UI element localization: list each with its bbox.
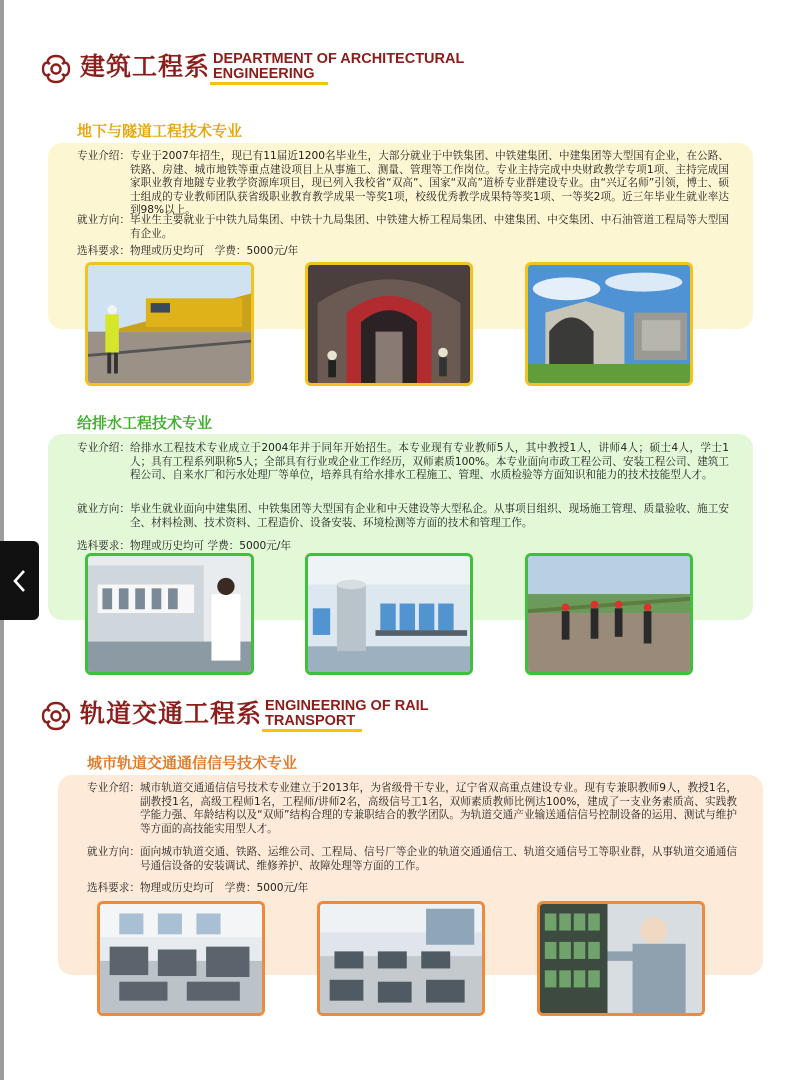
intro-text: 专业于2007年招生，现已有11届近1200名毕业生，大部分就业于中铁集团、中铁建集团、中建集团等大型国有企业，在公路、铁路、房建、城市地铁等重点建设项目上从事施工、测量、管理等工作岗位。专业主持完成中央财政教学专项1项、主持完成国家职业教育地隧专业教学资源库项目，现已列入我校省“双高”、国家“双高”道桥专业群建设专业。由“兴辽名师”引领，博士、硕士组成的专业教师团队获省级职业教育教学成果一等奖1项，校级优秀教学成果特等奖1项、一等奖2项。近三年毕业生就业率达到98%以上。 (129, 150, 729, 217)
program-requirement: 选科要求：物理或历史均可 学费：5000元/年 (77, 245, 299, 257)
intro-text: 给排水工程技术专业成立于2004年并于同年开始招生。本专业现有专业教师5人，其中教授1人，讲师4人；硕士4人，学士1人；具有工程系列职称5人；全部具有行业或企业工作经历，双师素质100%。本专业面向市政工程公司、安装工程公司、建筑工程公司、自来水厂和污水处理厂等单位，培养具有给水排水工程施工、管理、水质检验等方面知识和能力的技术技能型人才。 (129, 442, 729, 482)
dept-title-en-line1: DEPARTMENT OF ARCHITECTURAL (213, 51, 465, 67)
career-text: 面向城市轨道交通、铁路、运维公司、工程局、信号厂等企业的轨道交通通信工、轨道交通信号工等职业群，从事轨道交通通信号通信设备的安装调试、维修养护、故障处理等方面的工作。 (139, 846, 737, 872)
site-visit-photo (525, 553, 693, 675)
tunnel-portal-photo (525, 262, 693, 386)
page-edge (0, 0, 4, 1080)
program-intro (77, 150, 729, 218)
program-intro (77, 442, 729, 483)
program-title: 给排水工程技术专业 (77, 414, 213, 432)
program-career (77, 214, 729, 241)
dept-title-cn: 建筑工程系 (80, 52, 211, 81)
dept-title-en (265, 699, 429, 729)
program-intro (87, 782, 737, 836)
equipment-rack-photo (537, 901, 705, 1016)
dept-title-en-line2: ENGINEERING (213, 66, 315, 82)
career-text: 毕业生主要就业于中铁九局集团、中铁十九局集团、中铁建大桥工程局集团、中建集团、中交集团、中石油管道工程局等大型国有企业。 (129, 214, 729, 240)
intro-label: 专业介绍： (77, 442, 130, 454)
prev-page-button[interactable] (0, 541, 39, 620)
career-label: 就业方向： (87, 846, 140, 858)
career-label: 就业方向： (77, 503, 130, 515)
dept-title-en-line2: TRANSPORT (265, 713, 356, 729)
dept-title-cn: 轨道交通工程系 (80, 699, 263, 728)
chevron-left-icon (12, 568, 28, 594)
dept-title-en (213, 52, 464, 82)
program-requirement: 选科要求：物理或历史均可 学费：5000元/年 (87, 882, 309, 894)
dept-underline (210, 82, 328, 85)
dept-header-architecture (40, 53, 464, 85)
intro-label: 专业介绍： (77, 150, 130, 162)
career-label: 就业方向： (77, 214, 130, 226)
intro-label: 专业介绍： (87, 782, 140, 794)
program-career (87, 846, 737, 873)
program-title: 城市轨道交通通信信号技术专业 (87, 754, 298, 772)
dept-title-en-line1: ENGINEERING OF RAIL (265, 698, 429, 714)
tunnel-formwork-photo (305, 262, 473, 386)
program-career (77, 503, 729, 530)
program-title: 地下与隧道工程技术专业 (77, 122, 243, 140)
program-requirement: 选科要求：物理或历史均可 学费：5000元/年 (77, 540, 291, 552)
career-text: 毕业生就业面向中建集团、中铁集团等大型国有企业和中天建设等大型私企。从事项目组织、现场施工管理、质量验收、施工安全、材料检测、技术资料、工程造价、设备安装、环境检测等方面的技术和管理工作。 (129, 503, 729, 529)
rail-worker-photo (85, 262, 254, 386)
dept-header-rail (40, 700, 429, 732)
training-room-photo (97, 901, 265, 1016)
lab-experiment-photo (85, 553, 254, 675)
intro-text: 城市轨道交通通信信号技术专业建立于2013年，为省级骨干专业，辽宁省双高重点建设专业。现有专兼职教师9人，教授1名，副教授1名，高级工程师1名，工程师/讲师2名，高级信号工1名，双师素质教师比例达100%，建成了一支业务素质高、实践教学能力强、年龄结构以及“双师”结构合理的专兼职结合的教学团队。为轨道交通产业输送通信信号控制设备的运用、测试与维护等方面的高技能实用型人才。 (139, 782, 737, 835)
signal-lab-photo (317, 901, 485, 1016)
dept-underline (262, 729, 362, 732)
water-lab-photo (305, 553, 473, 675)
ornament-icon (40, 53, 72, 85)
ornament-icon (40, 700, 72, 732)
